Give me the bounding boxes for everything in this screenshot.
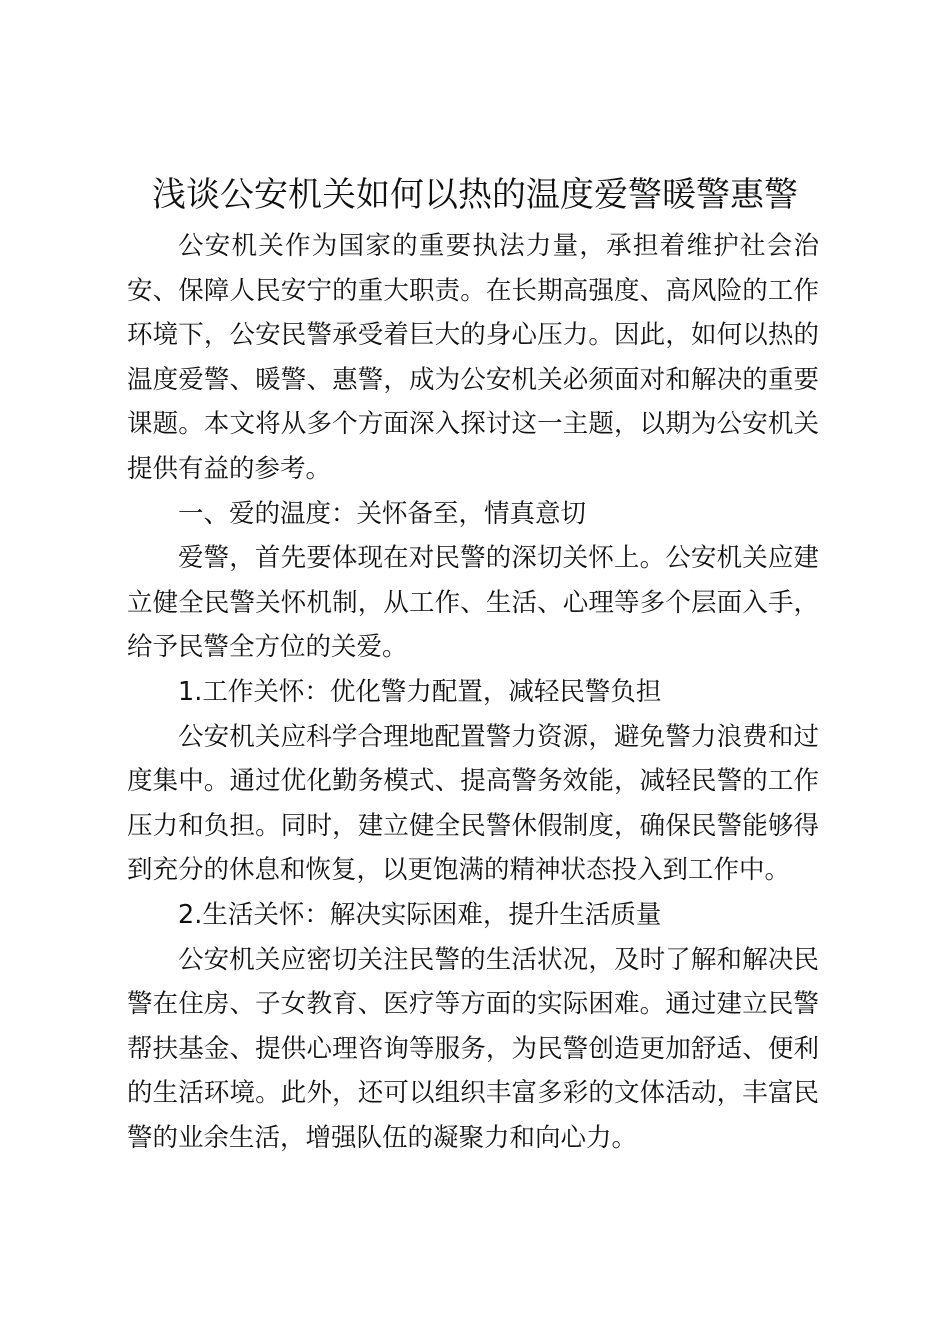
work-care-paragraph: 公安机关应科学合理地配置警力资源，避免警力浪费和过度集中。通过优化勤务模式、提高警务效能，减轻民警的工作压力和负担。同时，建立健全民警休假制度，确保民警能够得到充分的休息和恢复，以更饱满的精神状态投入到工作中。 xyxy=(127,721,819,886)
section-1-paragraph: 爱警，首先要体现在对民警的深切关怀上。公安机关应建立健全民警关怀机制，从工作、生活、心理等多个层面入手，给予民警全方位的关爱。 xyxy=(127,543,819,663)
section-heading-1: 一、爱的温度：关怀备至，情真意切 xyxy=(178,498,587,529)
document-body xyxy=(127,224,819,1160)
intro-paragraph: 公安机关作为国家的重要执法力量，承担着维护社会治安、保障人民安宁的重大职责。在长期高强度、高风险的工作环境下，公安民警承受着巨大的身心压力。因此，如何以热的温度爱警、暖警、惠警，成为公安机关必须面对和解决的重要课题。本文将从多个方面深入探讨这一主题，以期为公安机关提供有益的参考。 xyxy=(127,231,819,484)
life-care-paragraph: 公安机关应密切关注民警的生活状况，及时了解和解决民警在住房、子女教育、医疗等方面的实际困难。通过建立民警帮扶基金、提供心理咨询等服务，为民警创造更加舒适、便利的生活环境。此外，还可以组织丰富多彩的文体活动，丰富民警的业余生活，增强队伍的凝聚力和向心力。 xyxy=(127,944,819,1153)
subheading-work-care: 1.工作关怀：优化警力配置，减轻民警负担 xyxy=(178,676,662,707)
subheading-life-care: 2.生活关怀：解决实际困难，提升生活质量 xyxy=(178,899,662,930)
document-title: 浅谈公安机关如何以热的温度爱警暖警惠警 xyxy=(152,175,798,215)
